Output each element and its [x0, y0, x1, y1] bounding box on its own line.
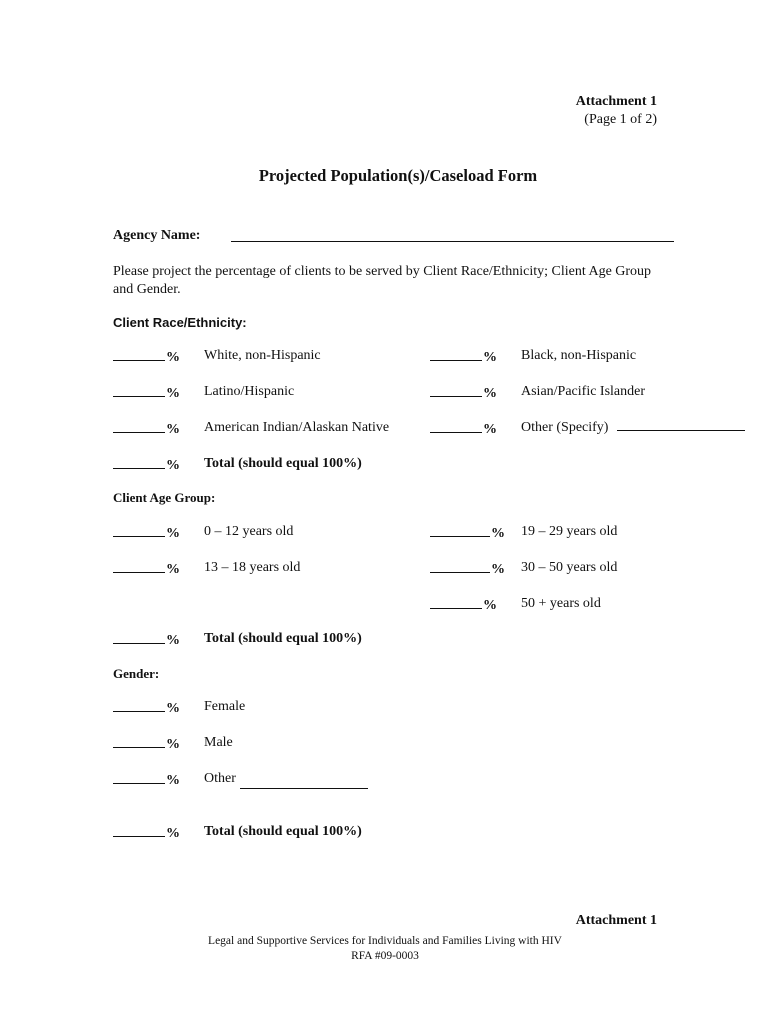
form-title: Projected Population(s)/Caseload Form: [258, 166, 538, 185]
age-0-12-label: 0 – 12 years old: [204, 524, 294, 539]
gender-male-percent[interactable]: %: [113, 735, 180, 753]
age-50-plus-percent[interactable]: %: [430, 596, 497, 614]
gender-female-percent[interactable]: %: [113, 699, 180, 717]
agency-name-field[interactable]: [231, 241, 674, 242]
age-total-percent[interactable]: %: [113, 631, 180, 649]
race-other-label: Other (Specify): [521, 420, 609, 435]
attachment-label: Attachment 1: [575, 94, 657, 109]
footer-rfa-number: RFA #09-0003: [351, 950, 419, 962]
race-asian-label: Asian/Pacific Islander: [521, 384, 646, 399]
age-13-18-percent[interactable]: %: [113, 560, 180, 578]
race-latino-label: Latino/Hispanic: [204, 384, 295, 399]
gender-total-percent[interactable]: %: [113, 824, 180, 842]
gender-other-percent[interactable]: %: [113, 771, 180, 789]
age-heading: Client Age Group:: [113, 490, 216, 505]
instructions-text: Please project the percentage of clients to be served by Client Race/Ethnicity; Client Age Group and Gender.: [113, 264, 652, 297]
age-19-29-label: 19 – 29 years old: [521, 524, 618, 539]
race-white-percent[interactable]: %: [113, 348, 180, 366]
footer-program-title: Legal and Supportive Services for Individuals and Families Living with HIV: [208, 935, 562, 947]
age-total-label: Total (should equal 100%): [204, 631, 362, 646]
race-black-label: Black, non-Hispanic: [521, 348, 637, 363]
race-american-indian-label: American Indian/Alaskan Native: [204, 420, 390, 435]
age-19-29-percent[interactable]: %: [430, 524, 505, 542]
page-indicator: (Page 1 of 2): [584, 112, 657, 127]
gender-male-label: Male: [204, 735, 233, 750]
gender-total-label: Total (should equal 100%): [204, 824, 362, 839]
race-asian-percent[interactable]: %: [430, 384, 497, 402]
age-50-plus-label: 50 + years old: [521, 596, 601, 611]
race-other-specify-field[interactable]: [617, 430, 745, 431]
race-latino-percent[interactable]: %: [113, 384, 180, 402]
footer-attachment-label: Attachment 1: [575, 913, 657, 928]
race-heading: Client Race/Ethnicity:: [113, 315, 247, 330]
age-30-50-label: 30 – 50 years old: [521, 560, 618, 575]
race-white-label: White, non-Hispanic: [204, 348, 321, 363]
age-13-18-label: 13 – 18 years old: [204, 560, 301, 575]
gender-other-label: Other: [204, 771, 236, 786]
race-total-percent[interactable]: %: [113, 456, 180, 474]
gender-female-label: Female: [204, 699, 246, 714]
gender-heading: Gender:: [113, 666, 160, 681]
agency-name-label: Agency Name:: [113, 228, 201, 243]
race-black-percent[interactable]: %: [430, 348, 497, 366]
race-american-indian-percent[interactable]: %: [113, 420, 180, 438]
age-0-12-percent[interactable]: %: [113, 524, 180, 542]
age-30-50-percent[interactable]: %: [430, 560, 505, 578]
race-total-label: Total (should equal 100%): [204, 456, 362, 471]
race-other-percent[interactable]: %: [430, 420, 497, 438]
gender-other-specify-field[interactable]: [240, 788, 368, 789]
